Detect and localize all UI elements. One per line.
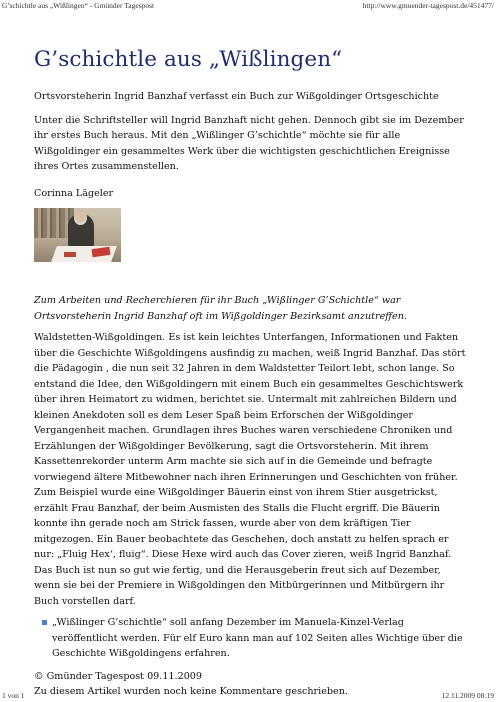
article-body: Waldstetten-Wißgoldingen. Es ist kein leichtes Unterfangen, Informationen und Fakten über die Geschichte Wißgoldingens ausfindig zu machen, weiß Ingrid Banzhaf. Das stört die Pädagogin , die nun seit 32 Jahren in dem Waldstetter Teilort lebt, schon lange. So entstand die Idee, den Wißgoldingern mit einem Buch ein gesammeltes Geschichtswerk über ihren Heimatort zu widmen, berichtet sie. Untermalt mit zahlreichen Bildern und kleinen Anekdoten soll es dem Leser Spaß beim Erforschen der Wißgoldinger Vergangenheit machen. Grundlagen ihres Buches waren verschiedene Chroniken und Erzählungen der Wißgoldinger Bevölkerung, sagt die Ortsvorsteherin. Mit ihrem Kassettenrekorder unterm Arm machte sie sich auf in die Gemeinde und befragte vorwiegend ältere Mitbewohner nach ihren Erinnerungen und Geschichten von früher. Zum Beispiel wurde eine Wißgoldinger Bäuerin einst von ihrem Stier ausgetrickst, erzählt Frau Banzhaf, der beim Ausmisten des Stalls die Flucht ergriff. Die Bäuerin konnte ihn gerade noch am Strick fassen, wurde aber von dem kräftigen Tier mitgezogen. Ein Bauer beobachtete das Geschehen, doch anstatt zu helfen sprach er nur: „Fluig Hex‘, fluig“. Diese Hexe wird auch das Cover zieren, weiß Ingrid Banzhaf. <box>34 332 466 560</box>
article-body-closing: Das Buch ist nun so gut wie fertig, und die Herausgeberin freut sich auf Dezember, wenn sie bei der Premiere in Wißgoldingen den Mitbürgerinnen und Mitbürgern ihr Buch vorstellen darf. <box>34 564 445 607</box>
article-author: Corinna Lägeler <box>34 187 114 199</box>
copyright-line: © Gmünder Tagespost 09.11.2009 <box>34 670 203 682</box>
comments-status: Zu diesem Artikel wurden noch keine Kommentare geschrieben. <box>34 686 348 697</box>
book-info-note <box>42 615 466 662</box>
print-footer <box>0 691 496 700</box>
print-header <box>0 1 496 10</box>
article-intro: Unter die Schriftsteller will Ingrid Banzhaft nicht gehen. Dennoch gibt sie im Dezember ihr erstes Buch heraus. Mit den „Wißlinger G’schichtle“ möchte sie für alle Wißgoldinger ein gesammeltes Werk über die wichtigsten geschichtlichen Ereignisse ihres Ortes zusammenstellen. <box>34 114 464 172</box>
print-header-url: http://www.gmuender-tagespost.de/451477/ <box>362 1 494 10</box>
print-timestamp: 12.11.2009 08:19 <box>441 691 494 700</box>
article-photo <box>34 208 121 262</box>
article-title: G’schichtle aus „Wißlingen“ <box>34 47 343 72</box>
page-count: 1 von 1 <box>2 691 25 700</box>
photo-caption: Zum Arbeiten und Recherchieren für ihr Buch „Wißlinger G’Schichtle“ war Ortsvorsteherin Ingrid Banzhaf oft im Wißgoldinger Bezirksamt anzutreffen. <box>34 295 407 322</box>
book-info-text: „Wißlinger G’schichtle“ soll anfang Dezember im Manuela-Kinzel-Verlag veröffentlicht werden. Für elf Euro kann man auf 102 Seiten alles Wichtige über die Geschichte Wißgoldingens erfahren. <box>52 617 463 659</box>
article <box>34 46 466 700</box>
article-lead: Ortsvorsteherin Ingrid Banzhaf verfasst ein Buch zur Wißgoldinger Ortsgeschichte <box>34 91 439 102</box>
print-header-title: G’schichtle aus „Wißlingen“ - Gmünder Tagespost <box>2 1 155 10</box>
bullet-square-icon <box>42 620 47 625</box>
